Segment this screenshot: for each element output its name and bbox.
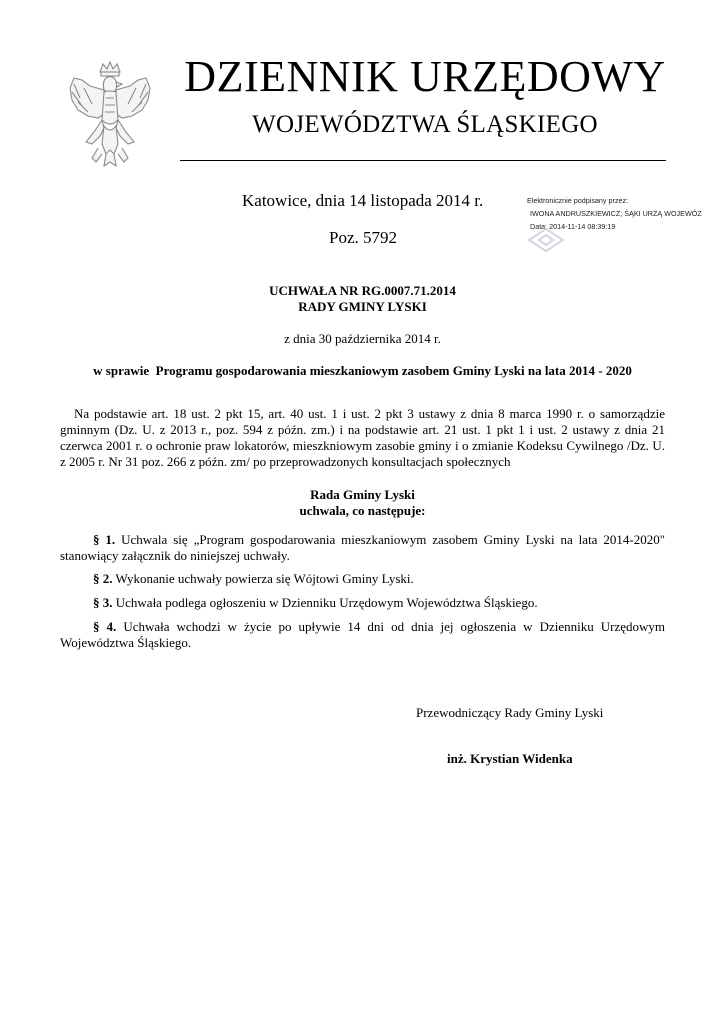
esignature-signer: IWONA ANDRUSZKIEWICZ; ŚĄKI URZĄ WOJEWÓZ	[530, 209, 702, 218]
electronic-signature-box	[527, 196, 717, 256]
paragraph-text: Uchwala się „Program gospodarowania mieszkaniowym zasobem Gminy Lyski na lata 2014-2020" stanowiący załącznik do niniejszej uchwały.	[60, 532, 665, 563]
paragraph-2	[60, 571, 665, 587]
paragraph-mark: § 3.	[93, 595, 113, 610]
resolution-subject: w sprawie Programu gospodarowania mieszkaniowym zasobem Gminy Lyski na lata 2014 - 2020	[93, 363, 632, 378]
signatory-name: inż. Krystian Widenka	[447, 751, 573, 766]
paragraph-3	[60, 595, 665, 611]
paragraph-mark: § 2.	[93, 571, 113, 586]
signature-verification-icon	[527, 226, 565, 254]
esignature-date: Data: 2014-11-14 08:39:19	[530, 222, 616, 231]
paragraph-1	[60, 532, 665, 564]
signatory-role: Przewodniczący Rady Gminy Lyski	[416, 705, 604, 720]
legal-basis-preamble: Na podstawie art. 18 ust. 2 pkt 15, art. 40 ust. 1 i ust. 2 pkt 3 ustawy z dnia 8 marca 1990 r. o samorządzie gminnym (Dz. U. z 2013 r., poz. 594 z późn. zm.) i na podstawie art. 21 ust. 1 pkt 1 i ust. 2 ustawy z dnia 21 czerwca 2001 r. o ochronie praw lokatorów, mieszkniowym zasobie gminy i o zmianie Kodeksu Cywilnego /Dz. U. z 2005 r. Nr 31 poz. 266 z późn. zm/ po przeprowadzonych konsultacjach społecznych	[60, 406, 665, 469]
paragraph-4	[60, 619, 665, 651]
masthead-title: DZIENNIK URZĘDOWY	[184, 52, 666, 101]
masthead-subtitle: WOJEWÓDZTWA ŚLĄSKIEGO	[252, 111, 598, 138]
resolution-council: RADY GMINY LYSKI	[298, 299, 427, 314]
polish-eagle-emblem-icon	[60, 58, 160, 170]
resolving-formula: uchwala, co następuje:	[299, 503, 426, 518]
masthead-divider	[180, 160, 666, 161]
paragraph-text: Uchwała podlega ogłoszeniu w Dzienniku Urzędowym Województwa Śląskiego.	[115, 595, 538, 610]
position-number: Poz. 5792	[329, 228, 397, 247]
resolving-body: Rada Gminy Lyski	[310, 487, 415, 502]
paragraph-text: Wykonanie uchwały powierza się Wójtowi Gminy Lyski.	[115, 571, 414, 586]
place-date: Katowice, dnia 14 listopada 2014 r.	[242, 191, 484, 210]
paragraph-mark: § 1.	[93, 532, 116, 547]
paragraph-text: Uchwała wchodzi w życie po upływie 14 dni od dnia jej ogłoszenia w Dzienniku Urzędowym Województwa Śląskiego.	[60, 619, 666, 650]
resolution-date: z dnia 30 października 2014 r.	[284, 331, 441, 346]
esignature-label: Elektronicznie podpisany przez:	[527, 196, 629, 205]
resolution-number: UCHWAŁA NR RG.0007.71.2014	[269, 283, 456, 298]
paragraph-mark: § 4.	[93, 619, 117, 634]
